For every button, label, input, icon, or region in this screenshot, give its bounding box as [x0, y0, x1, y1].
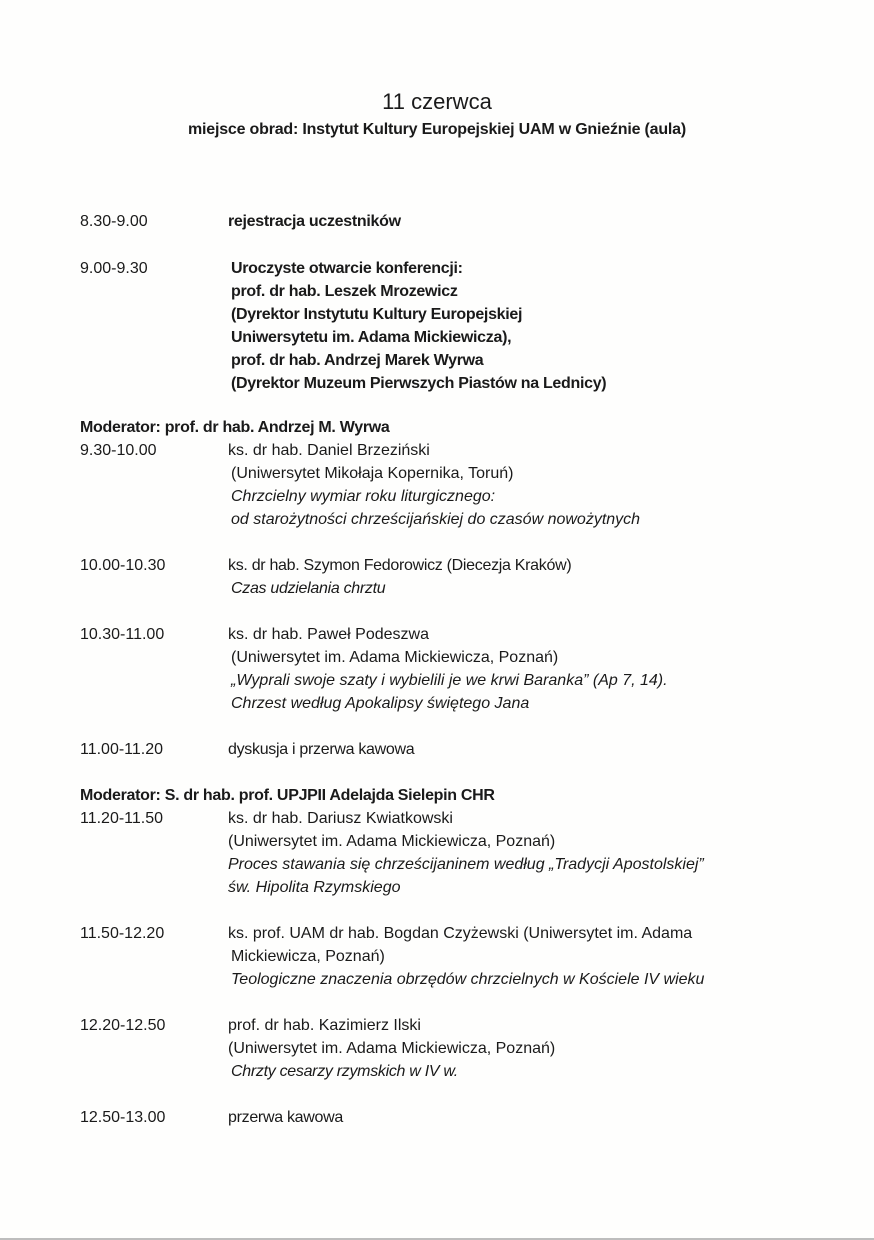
- entry-time: 8.30-9.00: [80, 213, 148, 230]
- talk-title: Proces stawania się chrześcijaninem według „Tradycji Apostolskiej”: [228, 856, 704, 873]
- entry-time: 11.20-11.50: [80, 810, 164, 827]
- affiliation: (Uniwersytet im. Adama Mickiewicza, Poznań): [231, 649, 559, 666]
- talk-title: Czas udzielania chrztu: [231, 580, 386, 597]
- talk-title: św. Hipolita Rzymskiego: [228, 879, 401, 896]
- session-moderator: Moderator: prof. dr hab. Andrzej M. Wyrwa: [80, 419, 390, 436]
- break-label: dyskusja i przerwa kawowa: [228, 741, 415, 758]
- talk-title: Teologiczne znaczenia obrzędów chrzcielnych w Kościele IV wieku: [231, 971, 705, 988]
- affiliation: Mickiewicza, Poznań): [231, 948, 385, 965]
- talk-title: Chrzest według Apokalipsy świętego Jana: [231, 695, 530, 712]
- session-moderator: Moderator: S. dr hab. prof. UPJPII Adelajda Sielepin CHR: [80, 787, 495, 804]
- speaker: ks. dr hab. Dariusz Kwiatkowski: [228, 810, 453, 827]
- entry-time: 9.00-9.30: [80, 260, 148, 277]
- entry-text: Uroczyste otwarcie konferencji:: [231, 260, 463, 277]
- speaker: ks. dr hab. Szymon Fedorowicz (Diecezja Kraków): [228, 557, 572, 574]
- venue-subtitle: miejsce obrad: Instytut Kultury Europejskiej UAM w Gnieźnie (aula): [187, 121, 686, 138]
- break-label: przerwa kawowa: [228, 1109, 343, 1126]
- entry-time: 11.50-12.20: [80, 925, 165, 942]
- entry-time: 12.50-13.00: [80, 1109, 166, 1126]
- affiliation: (Uniwersytet Mikołaja Kopernika, Toruń): [231, 465, 514, 482]
- speaker: ks. dr hab. Daniel Brzeziński: [228, 442, 430, 459]
- speaker: ks. prof. UAM dr hab. Bogdan Czyżewski (Uniwersytet im. Adama: [228, 925, 693, 942]
- entry-time: 12.20-12.50: [80, 1017, 166, 1034]
- entry-time: 10.00-10.30: [80, 557, 166, 574]
- entry-time: 10.30-11.00: [80, 626, 165, 643]
- speaker: prof. dr hab. Kazimierz Ilski: [228, 1017, 421, 1034]
- affiliation: (Uniwersytet im. Adama Mickiewicza, Poznań): [228, 1040, 556, 1057]
- entry-text: prof. dr hab. Leszek Mrozewicz: [231, 283, 458, 300]
- affiliation: (Uniwersytet im. Adama Mickiewicza, Poznań): [228, 833, 556, 850]
- talk-title: Chrzty cesarzy rzymskich w IV w.: [231, 1063, 458, 1080]
- entry-text: (Dyrektor Muzeum Pierwszych Piastów na Lednicy): [231, 375, 607, 392]
- entry-time: 11.00-11.20: [80, 741, 164, 758]
- speaker: ks. dr hab. Paweł Podeszwa: [228, 626, 429, 643]
- entry-time: 9.30-10.00: [80, 442, 157, 459]
- talk-title: „Wyprali swoje szaty i wybielili je we krwi Baranka” (Ap 7, 14).: [231, 672, 668, 689]
- talk-title: od starożytności chrześcijańskiej do czasów nowożytnych: [231, 511, 641, 528]
- talk-title: Chrzcielny wymiar roku liturgicznego:: [231, 488, 496, 505]
- entry-text: Uniwersytetu im. Adama Mickiewicza),: [231, 329, 512, 346]
- entry-text: (Dyrektor Instytutu Kultury Europejskiej: [231, 306, 523, 323]
- entry-text: prof. dr hab. Andrzej Marek Wyrwa: [231, 352, 484, 369]
- entry-text: rejestracja uczestników: [228, 213, 401, 230]
- page-title-date: 11 czerwca: [382, 89, 492, 114]
